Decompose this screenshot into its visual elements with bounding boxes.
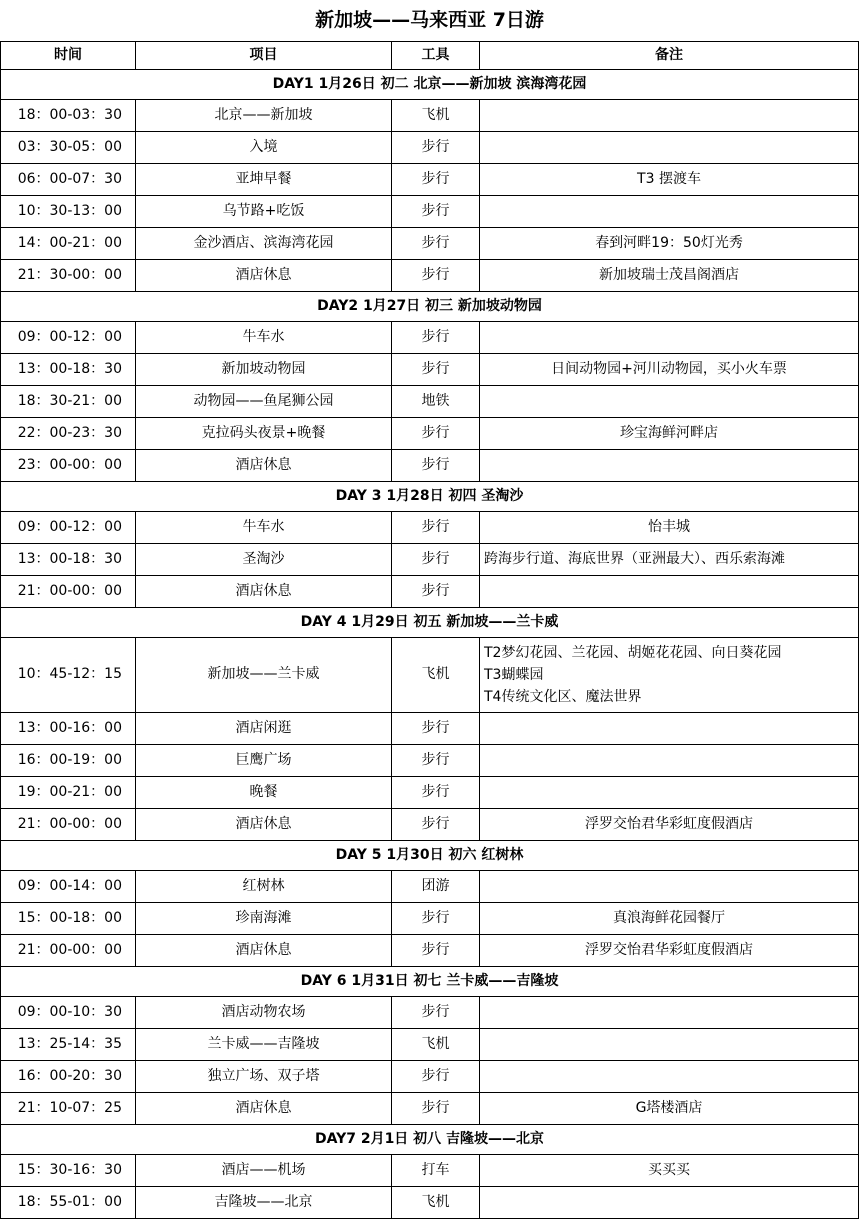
item-cell: 独立广场、双子塔 <box>136 1061 392 1093</box>
tool-cell: 步行 <box>392 576 480 608</box>
table-row <box>1 418 859 450</box>
note-cell <box>480 322 859 354</box>
table-row <box>1 1061 859 1093</box>
table-row <box>1 100 859 132</box>
tool-cell: 步行 <box>392 354 480 386</box>
day-header-row <box>1 841 859 871</box>
table-row <box>1 164 859 196</box>
table-row <box>1 1029 859 1061</box>
note-cell <box>480 1029 859 1061</box>
table-row <box>1 132 859 164</box>
item-cell: 酒店休息 <box>136 809 392 841</box>
tool-cell: 步行 <box>392 809 480 841</box>
table-row <box>1 935 859 967</box>
table-row <box>1 777 859 809</box>
table-row <box>1 544 859 576</box>
note-cell: G塔楼酒店 <box>480 1093 859 1125</box>
time-cell: 21：30-00：00 <box>1 260 136 292</box>
table-row <box>1 871 859 903</box>
time-cell: 14：00-21：00 <box>1 228 136 260</box>
table-row <box>1 809 859 841</box>
time-cell: 18：30-21：00 <box>1 386 136 418</box>
note-line: T2梦幻花园、兰花园、胡姬花花园、向日葵花园 <box>484 645 782 661</box>
tool-cell: 步行 <box>392 196 480 228</box>
tool-cell: 飞机 <box>392 1187 480 1219</box>
item-cell: 酒店——机场 <box>136 1155 392 1187</box>
day-header-row <box>1 967 859 997</box>
tool-cell: 步行 <box>392 713 480 745</box>
item-cell: 金沙酒店、滨海湾花园 <box>136 228 392 260</box>
time-cell: 23：00-00：00 <box>1 450 136 482</box>
time-cell: 10：30-13：00 <box>1 196 136 228</box>
tool-cell: 步行 <box>392 164 480 196</box>
tool-cell: 步行 <box>392 745 480 777</box>
time-cell: 13：25-14：35 <box>1 1029 136 1061</box>
tool-cell: 步行 <box>392 228 480 260</box>
day-label: DAY7 2月1日 初八 吉隆坡——北京 <box>1 1125 859 1155</box>
day-label: DAY 5 1月30日 初六 红树林 <box>1 841 859 871</box>
item-cell: 动物园——鱼尾狮公园 <box>136 386 392 418</box>
note-cell: 新加坡瑞士茂昌阁酒店 <box>480 260 859 292</box>
note-cell: 日间动物园+河川动物园，买小火车票 <box>480 354 859 386</box>
note-cell <box>480 576 859 608</box>
header-note: 备注 <box>480 42 859 70</box>
item-cell: 巨鹰广场 <box>136 745 392 777</box>
day-header-row <box>1 1125 859 1155</box>
time-cell: 09：00-10：30 <box>1 997 136 1029</box>
time-cell: 09：00-12：00 <box>1 512 136 544</box>
tool-cell: 飞机 <box>392 638 480 713</box>
header-row <box>1 42 859 70</box>
table-row <box>1 576 859 608</box>
header-tool: 工具 <box>392 42 480 70</box>
tool-cell: 飞机 <box>392 100 480 132</box>
table-row <box>1 322 859 354</box>
time-cell: 21：00-00：00 <box>1 576 136 608</box>
note-cell: 怡丰城 <box>480 512 859 544</box>
day-header-row <box>1 292 859 322</box>
note-cell: 珍宝海鲜河畔店 <box>480 418 859 450</box>
item-cell: 北京——新加坡 <box>136 100 392 132</box>
header-time: 时间 <box>1 42 136 70</box>
item-cell: 酒店休息 <box>136 576 392 608</box>
itinerary-body <box>1 70 859 1219</box>
time-cell: 13：00-18：30 <box>1 354 136 386</box>
note-cell <box>480 997 859 1029</box>
tool-cell: 地铁 <box>392 386 480 418</box>
time-cell: 09：00-12：00 <box>1 322 136 354</box>
table-row <box>1 196 859 228</box>
tool-cell: 步行 <box>392 260 480 292</box>
item-cell: 酒店休息 <box>136 450 392 482</box>
time-cell: 22：00-23：30 <box>1 418 136 450</box>
table-row <box>1 260 859 292</box>
item-cell: 吉隆坡——北京 <box>136 1187 392 1219</box>
item-cell: 兰卡威——吉隆坡 <box>136 1029 392 1061</box>
note-cell <box>480 638 859 713</box>
item-cell: 亚坤早餐 <box>136 164 392 196</box>
day-label: DAY 3 1月28日 初四 圣淘沙 <box>1 482 859 512</box>
page-title: 新加坡——马来西亚 7日游 <box>1 0 859 42</box>
item-cell: 新加坡动物园 <box>136 354 392 386</box>
table-row <box>1 450 859 482</box>
item-cell: 入境 <box>136 132 392 164</box>
time-cell: 21：10-07：25 <box>1 1093 136 1125</box>
note-cell <box>480 713 859 745</box>
time-cell: 15：30-16：30 <box>1 1155 136 1187</box>
note-cell: 春到河畔19：50灯光秀 <box>480 228 859 260</box>
tool-cell: 步行 <box>392 544 480 576</box>
time-cell: 13：00-18：30 <box>1 544 136 576</box>
note-cell <box>480 871 859 903</box>
note-cell: 买买买 <box>480 1155 859 1187</box>
table-row <box>1 512 859 544</box>
day-label: DAY 6 1月31日 初七 兰卡威——吉隆坡 <box>1 967 859 997</box>
item-cell: 酒店闲逛 <box>136 713 392 745</box>
tool-cell: 步行 <box>392 450 480 482</box>
note-cell <box>480 132 859 164</box>
item-cell: 酒店休息 <box>136 935 392 967</box>
table-row <box>1 997 859 1029</box>
day-header-row <box>1 608 859 638</box>
tool-cell: 步行 <box>392 322 480 354</box>
note-cell <box>480 1187 859 1219</box>
note-cell <box>480 777 859 809</box>
tool-cell: 团游 <box>392 871 480 903</box>
note-cell <box>480 450 859 482</box>
tool-cell: 步行 <box>392 132 480 164</box>
time-cell: 09：00-14：00 <box>1 871 136 903</box>
time-cell: 21：00-00：00 <box>1 809 136 841</box>
time-cell: 03：30-05：00 <box>1 132 136 164</box>
note-cell: T3 摆渡车 <box>480 164 859 196</box>
day-label: DAY2 1月27日 初三 新加坡动物园 <box>1 292 859 322</box>
tool-cell: 步行 <box>392 1061 480 1093</box>
time-cell: 16：00-20：30 <box>1 1061 136 1093</box>
item-cell: 酒店休息 <box>136 260 392 292</box>
note-cell: 浮罗交怡君华彩虹度假酒店 <box>480 809 859 841</box>
time-cell: 06：00-07：30 <box>1 164 136 196</box>
item-cell: 新加坡——兰卡威 <box>136 638 392 713</box>
table-row <box>1 745 859 777</box>
time-cell: 15：00-18：00 <box>1 903 136 935</box>
item-cell: 珍南海滩 <box>136 903 392 935</box>
note-line: T3蝴蝶园 <box>484 667 544 683</box>
tool-cell: 步行 <box>392 777 480 809</box>
item-cell: 克拉码头夜景+晚餐 <box>136 418 392 450</box>
note-cell: 跨海步行道、海底世界（亚洲最大）、西乐索海滩 <box>480 544 859 576</box>
time-cell: 13：00-16：00 <box>1 713 136 745</box>
item-cell: 酒店动物农场 <box>136 997 392 1029</box>
tool-cell: 步行 <box>392 903 480 935</box>
table-row <box>1 354 859 386</box>
item-cell: 乌节路+吃饭 <box>136 196 392 228</box>
note-cell: 浮罗交怡君华彩虹度假酒店 <box>480 935 859 967</box>
note-line: T4传统文化区、魔法世界 <box>484 689 642 705</box>
item-cell: 牛车水 <box>136 322 392 354</box>
item-cell: 圣淘沙 <box>136 544 392 576</box>
time-cell: 10：45-12：15 <box>1 638 136 713</box>
table-row <box>1 1187 859 1219</box>
tool-cell: 步行 <box>392 997 480 1029</box>
note-cell <box>480 745 859 777</box>
table-row <box>1 713 859 745</box>
header-item: 项目 <box>136 42 392 70</box>
table-row <box>1 386 859 418</box>
note-cell <box>480 100 859 132</box>
note-cell <box>480 386 859 418</box>
note-cell <box>480 1061 859 1093</box>
time-cell: 16：00-19：00 <box>1 745 136 777</box>
day-label: DAY1 1月26日 初二 北京——新加坡 滨海湾花园 <box>1 70 859 100</box>
item-cell: 晚餐 <box>136 777 392 809</box>
time-cell: 18：55-01：00 <box>1 1187 136 1219</box>
tool-cell: 步行 <box>392 935 480 967</box>
tool-cell: 打车 <box>392 1155 480 1187</box>
time-cell: 21：00-00：00 <box>1 935 136 967</box>
item-cell: 红树林 <box>136 871 392 903</box>
table-row <box>1 228 859 260</box>
item-cell: 酒店休息 <box>136 1093 392 1125</box>
table-row <box>1 638 859 713</box>
table-row <box>1 1155 859 1187</box>
time-cell: 18：00-03：30 <box>1 100 136 132</box>
tool-cell: 步行 <box>392 512 480 544</box>
tool-cell: 步行 <box>392 418 480 450</box>
day-label: DAY 4 1月29日 初五 新加坡——兰卡威 <box>1 608 859 638</box>
day-header-row <box>1 482 859 512</box>
time-cell: 19：00-21：00 <box>1 777 136 809</box>
item-cell: 牛车水 <box>136 512 392 544</box>
note-cell <box>480 196 859 228</box>
tool-cell: 步行 <box>392 1093 480 1125</box>
note-cell: 真浪海鲜花园餐厅 <box>480 903 859 935</box>
day-header-row <box>1 70 859 100</box>
tool-cell: 飞机 <box>392 1029 480 1061</box>
table-row <box>1 1093 859 1125</box>
table-row <box>1 903 859 935</box>
